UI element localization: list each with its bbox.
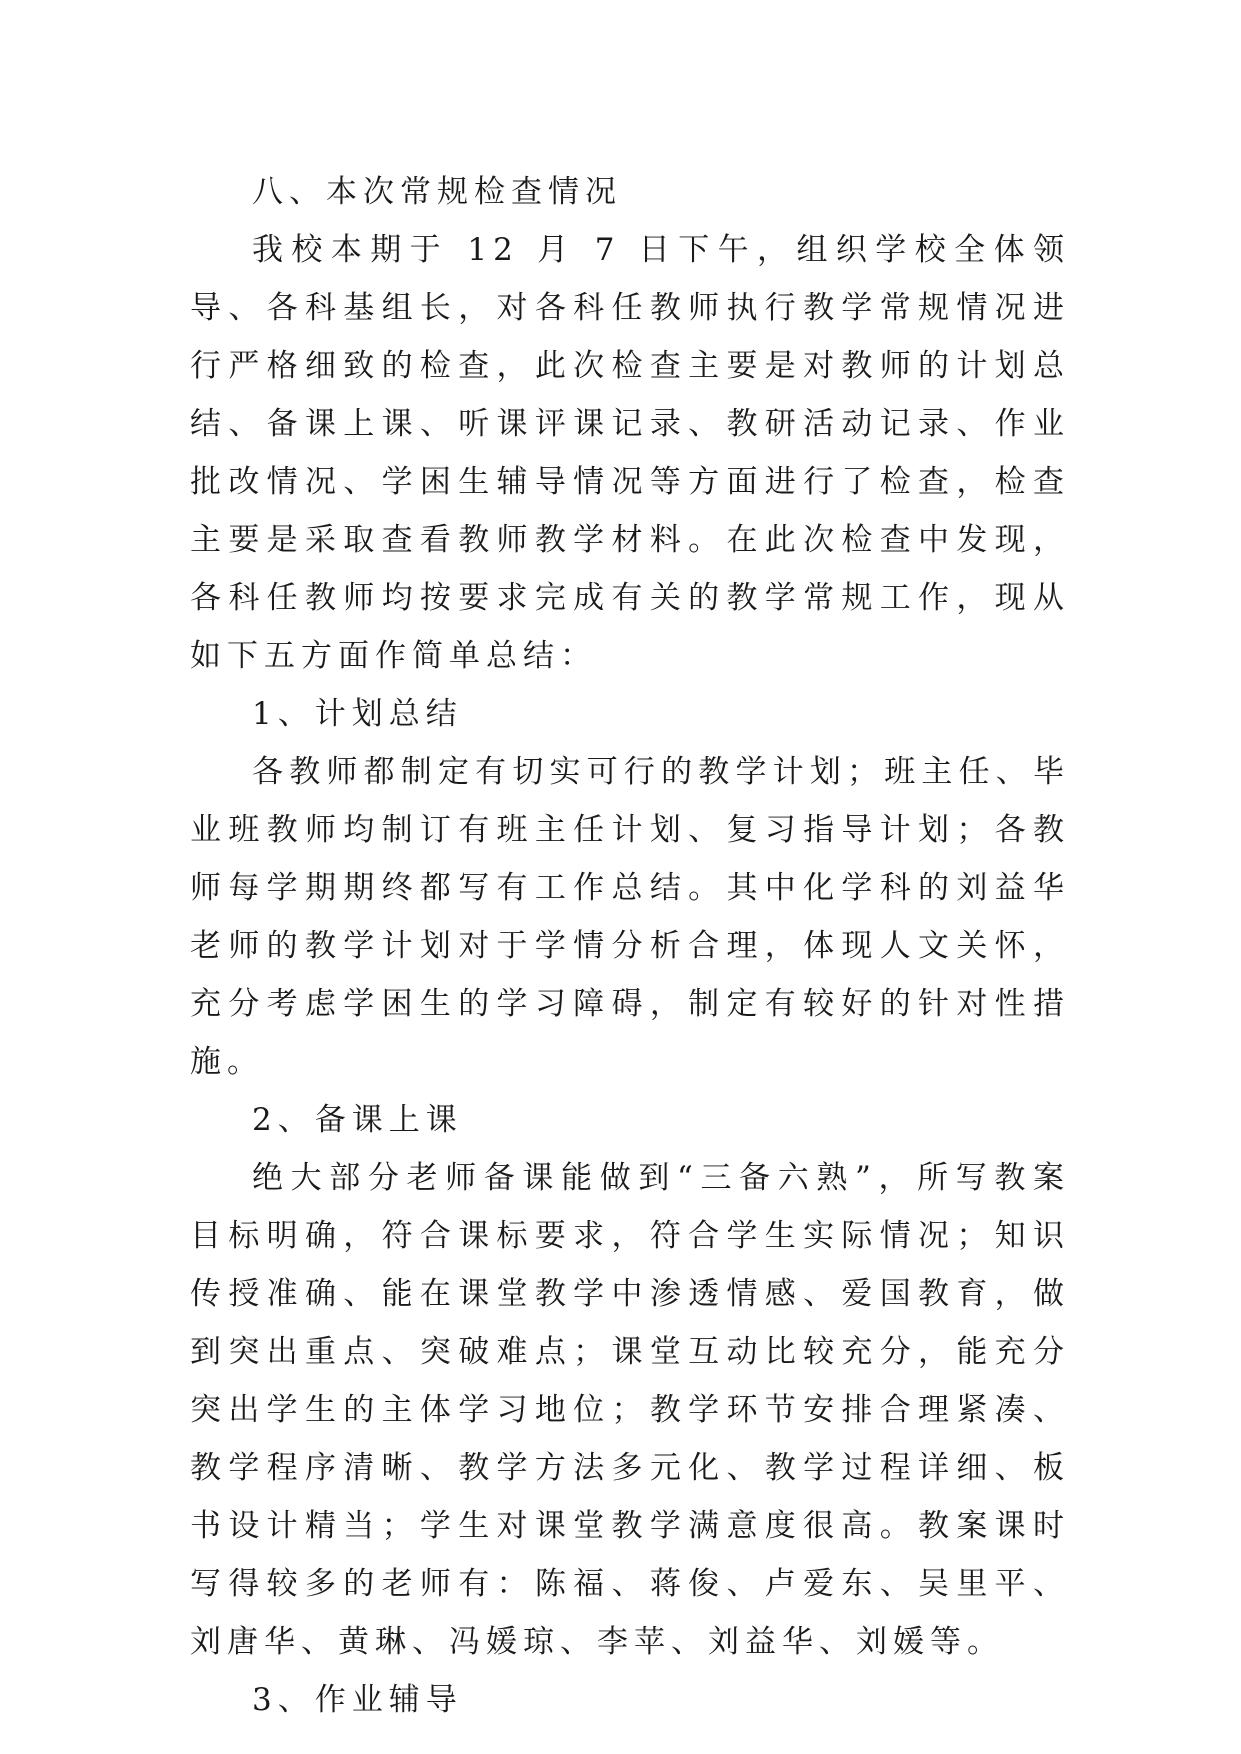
document-body <box>190 163 1070 1729</box>
item-body-plan-summary: 各教师都制定有切实可行的教学计划；班主任、毕业班教师均制订有班主任计划、复习指导计划；各教师每学期期终都写有工作总结。其中化学科的刘益华老师的教学计划对于学情分析合理，体现人文关怀，充分考虑学困生的学习障碍，制定有较好的针对性措施。 <box>190 754 1070 1080</box>
item-heading-lesson-prep: 2、备课上课 <box>252 1102 463 1138</box>
intro-paragraph: 我校本期于 12 月 7 日下午，组织学校全体领导、各科基组长，对各科任教师执行教学常规情况进行严格细致的检查，此次检查主要是对教师的计划总结、备课上课、听课评课记录、教研活动记录、作业批改情况、学困生辅导情况等方面进行了检查，检查主要是采取查看教师教学材料。在此次检查中发现，各科任教师均按要求完成有关的教学常规工作，现从如下五方面作简单总结： <box>190 232 1070 674</box>
section-heading: 八、本次常规检查情况 <box>252 174 622 210</box>
item-body-lesson-prep: 绝大部分老师备课能做到“三备六熟”，所写教案目标明确，符合课标要求，符合学生实际情况；知识传授准确、能在课堂教学中渗透情感、爱国教育，做到突出重点、突破难点；课堂互动比较充分，能充分突出学生的主体学习地位；教学环节安排合理紧凑、教学程序清晰、教学方法多元化、教学过程详细、板书设计精当；学生对课堂教学满意度很高。教案课时写得较多的老师有：陈福、蒋俊、卢爱东、吴里平、刘唐华、黄琳、冯媛琼、李苹、刘益华、刘媛等。 <box>190 1160 1070 1660</box>
item-heading-plan-summary: 1、计划总结 <box>252 696 463 732</box>
item-heading-homework-tutoring: 3、作业辅导 <box>252 1682 463 1718</box>
